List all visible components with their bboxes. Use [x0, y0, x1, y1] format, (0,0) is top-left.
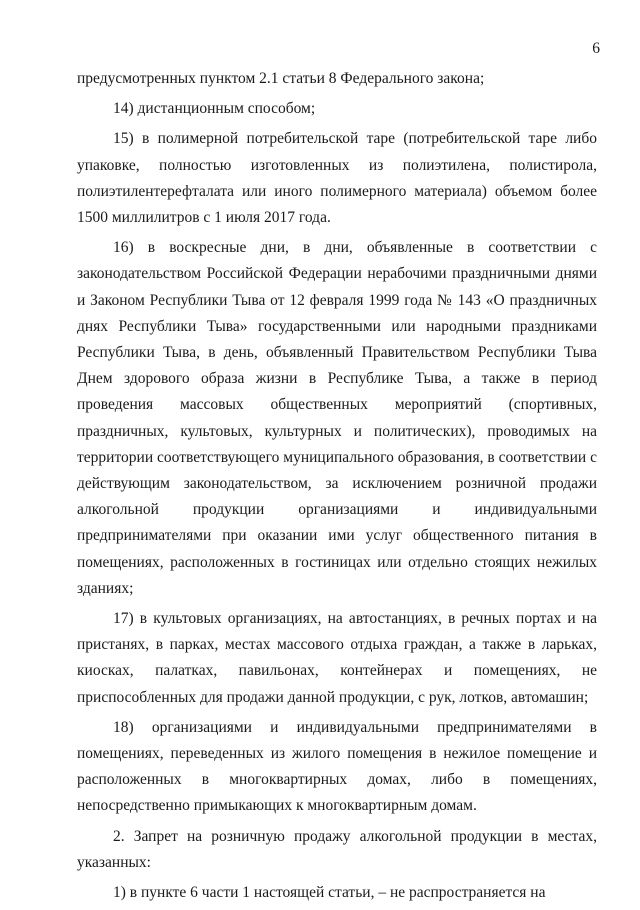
- paragraph-item-16: 16) в воскресные дни, в дни, объявленные в соответствии с законодательством Российской Федерации нерабочими праздничными днями и Законом Республики Тыва от 12 февраля 1999 года № 143 «О праздничных днях Республики Тыва» государственными или народными праздниками Республики Тыва, в день, объявленный Правительством Республики Тыва Днем здорового образа жизни в Республике Тыва, а также в период проведения массовых общественных мероприятий (спортивных, праздничных, культовых, культурных и политических), проводимых на территории соответствующего муниципального образования, в соответствии с действующим законодательством, за исключением розничной продажи алкогольной продукции организациями и индивидуальными предпринимателями при оказании ими услуг общественного питания в помещениях, расположенных в гостиницах или отдельно стоящих нежилых зданиях;: [77, 239, 597, 597]
- paragraph-continuation: предусмотренных пунктом 2.1 статьи 8 Федерального закона;: [77, 70, 485, 87]
- paragraph-item-15: 15) в полимерной потребительской таре (потребительской таре либо упаковке, полностью изготовленных из полиэтилена, полистирола, полиэтилентерефталата или иного полимерного материала) объемом более 1500 миллилитров с 1 июля 2017 года.: [77, 130, 597, 227]
- document-body: [77, 66, 597, 910]
- paragraph-item-18: 18) организациями и индивидуальными предпринимателями в помещениях, переведенных из жилого помещения в нежилое помещение и расположенных в многоквартирных домах, либо в помещениях, непосредственно примыкающих к многоквартирным домам.: [77, 718, 597, 815]
- paragraph-section-2-item-1: 1) в пункте 6 части 1 настоящей статьи, – не распространяется на: [113, 884, 546, 902]
- paragraph-item-14: 14) дистанционным способом;: [113, 100, 316, 118]
- page-number: 6: [592, 40, 600, 57]
- paragraph-section-2: 2. Запрет на розничную продажу алкогольной продукции в местах, указанных:: [77, 827, 597, 871]
- paragraph-item-17: 17) в культовых организациях, на автостанциях, в речных портах и на пристанях, в парках, местах массового отдыха граждан, а также в ларьках, киосках, палатках, павильонах, контейнерах и помещениях, не приспособленных для продажи данной продукции, с рук, лотков, автомашин;: [77, 610, 597, 706]
